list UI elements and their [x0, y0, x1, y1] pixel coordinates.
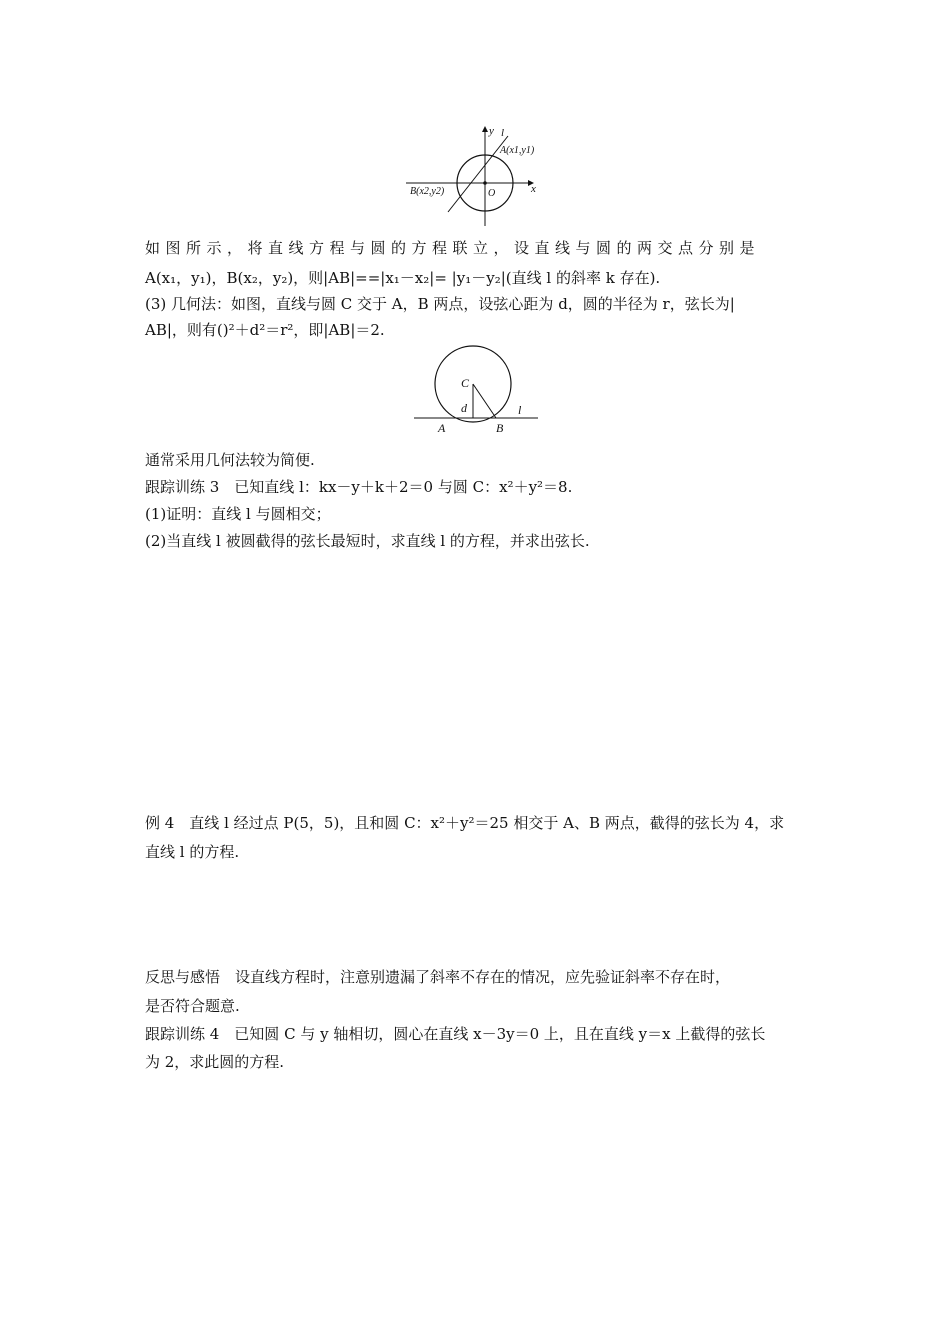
reflection-line-2: 是否符合题意.	[145, 997, 240, 1015]
y-axis-arrow	[482, 126, 488, 132]
example-4-line-2: 直线 l 的方程.	[145, 843, 240, 861]
x-axis-label: x	[531, 183, 536, 195]
paragraph-2-line-1: (3) 几何法：如图，直线与圆 C 交于 A，B 两点，设弦心距为 d，圆的半径为 r，弦长为|	[145, 295, 735, 313]
line-l-label: l	[518, 403, 522, 417]
point-a-label: A(x1,y1)	[500, 145, 535, 156]
center-label: C	[461, 376, 470, 390]
paragraph-2-line-2: AB|，则有()²＋d²＝r²，即|AB|＝2.	[145, 321, 385, 339]
point-b-label: B	[496, 421, 504, 435]
paragraph-3: 通常采用几何法较为简便.	[145, 451, 315, 469]
training-3-question-1: (1)证明：直线 l 与圆相交；	[145, 505, 331, 523]
figure-circle-line-coordinates	[400, 122, 550, 228]
paragraph-1-line-2: A(x₁，y₁)，B(x₂，y₂)，则|AB|==|x₁－x₂|= |y₁－y₂|(直线 l 的斜率 k 存在).	[145, 269, 661, 287]
point-a-label: A	[438, 421, 446, 435]
y-axis-label: y	[489, 125, 494, 137]
figure-chord-distance	[410, 344, 542, 436]
line-l-label: l	[501, 127, 505, 139]
point-b-label: B(x2,y2)	[410, 186, 445, 197]
distance-label: d	[461, 401, 467, 415]
origin-label: O	[488, 188, 496, 199]
training-4-line-2: 为 2，求此圆的方程.	[145, 1053, 285, 1071]
line-l	[448, 136, 508, 212]
paragraph-1-line-1: 如图所示，将直线方程与圆的方程联立，设直线与圆的两交点分别是	[145, 239, 761, 257]
example-4-line-1: 例 4 直线 l 经过点 P(5，5)，且和圆 C：x²＋y²＝25 相交于 A、B 两点，截得的弦长为 4，求	[145, 814, 785, 832]
training-3-question-2: (2)当直线 l 被圆截得的弦长最短时，求直线 l 的方程，并求出弦长.	[145, 532, 590, 550]
training-4-line-1: 跟踪训练 4 已知圆 C 与 y 轴相切，圆心在直线 x－3y＝0 上，且在直线 y＝x 上截得的弦长	[145, 1025, 766, 1043]
origin-dot	[483, 181, 487, 185]
radius	[473, 384, 496, 418]
reflection-line-1: 反思与感悟 设直线方程时，注意别遗漏了斜率不存在的情况，应先验证斜率不存在时，	[145, 968, 731, 986]
training-3-statement: 跟踪训练 3 已知直线 l：kx－y＋k＋2＝0 与圆 C：x²＋y²＝8.	[145, 478, 573, 496]
